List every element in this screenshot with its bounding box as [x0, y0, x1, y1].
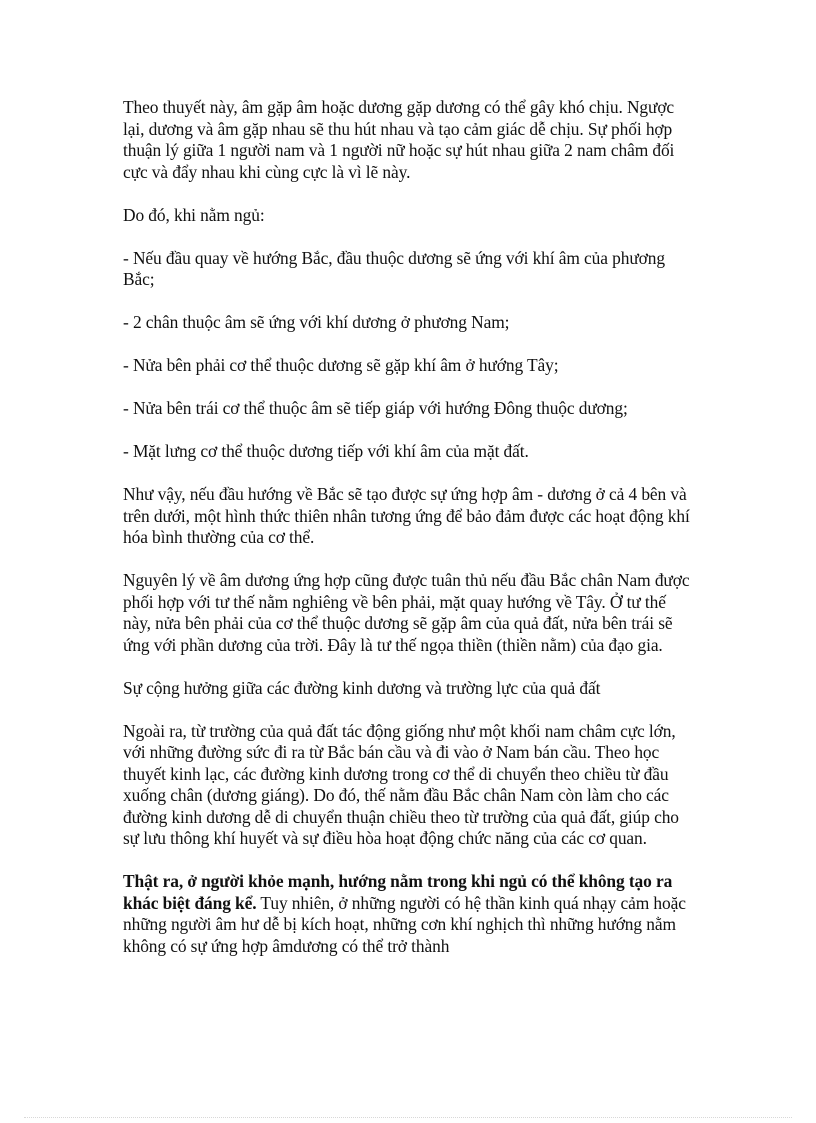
paragraph-principle: Nguyên lý về âm dương ứng hợp cũng được tuân thủ nếu đầu Bắc chân Nam được phối hợp với tư thế nằm nghiêng về bên phải, mặt quay hướng về Tây. Ở tư thế này, nửa bên phải của cơ thể thuộc dương sẽ gặp âm của quả đất, nửa bên trái sẽ ứng với phần dương của trời. Đây là tư thế ngọa thiền (thiền nằm) của đạo gia.: [123, 570, 690, 655]
list-item-feet-south: - 2 chân thuộc âm sẽ ứng với khí dương ở phương Nam;: [123, 312, 510, 332]
paragraph-continuation: Tuy nhiên, ở những người có hệ thần kinh quá nhạy cảm hoặc những người âm hư dễ bị kích hoạt, những cơn khí nghịch thì những hướng nằm không có sự ứng hợp âmdương có thể trở thành: [123, 892, 686, 956]
paragraph-sleeping-intro: Do đó, khi nằm ngủ:: [123, 204, 265, 225]
list-item-back-earth: - Mặt lưng cơ thể thuộc dương tiếp với khí âm của mặt đất.: [123, 441, 529, 461]
paragraph-conclusion: Như vậy, nếu đầu hướng về Bắc sẽ tạo được sự ứng hợp âm - dương ở cả 4 bên và trên dưới, một hình thức thiên nhân tương ứng để bảo đảm được các hoạt động khí hóa bình thường của cơ thể.: [123, 484, 690, 547]
bold-statement: Thật ra, ở người khỏe mạnh, hướng nằm trong khi ngủ có thể không tạo ra khác biệt đáng kể.: [123, 871, 673, 913]
section-heading-resonance: Sự cộng hưởng giữa các đường kinh dương và trường lực của quả đất: [123, 677, 601, 698]
paragraph-theory: Theo thuyết này, âm gặp âm hoặc dương gặp dương có thể gây khó chịu. Ngược lại, dương và âm gặp nhau sẽ thu hút nhau và tạo cảm giác dễ chịu. Sự phối hợp thuận lý giữa 1 người nam và 1 người nữ hoặc sự hút nhau giữa 2 nam châm đối cực và đẩy nhau khi cùng cực là vì lẽ này.: [123, 97, 675, 182]
page-bottom-edge: [24, 1117, 792, 1118]
paragraph-healthy-people: [123, 871, 695, 957]
list-item-head-north: - Nếu đầu quay về hướng Bắc, đầu thuộc dương sẽ ứng với khí âm của phương Bắc;: [123, 247, 665, 289]
list-item-left-east: - Nửa bên trái cơ thể thuộc âm sẽ tiếp giáp với hướng Đông thuộc dương;: [123, 398, 628, 418]
list-item-right-west: - Nửa bên phải cơ thể thuộc dương sẽ gặp khí âm ở hướng Tây;: [123, 355, 559, 375]
document-body: [123, 97, 695, 979]
paragraph-magnetic-field: Ngoài ra, từ trường của quả đất tác động giống như một khối nam châm cực lớn, với những đường sức đi ra từ Bắc bán cầu và đi vào ở Nam bán cầu. Theo học thuyết kinh lạc, các đường kinh dương trong cơ thể di chuyển theo chiều từ đầu xuống chân (dương giáng). Do đó, thế nằm đầu Bắc chân Nam còn làm cho các đường kinh dương dễ di chuyển thuận chiều theo từ trường của quả đất, giúp cho sự lưu thông khí huyết và sự điều hòa hoạt động chức năng của các cơ quan.: [123, 720, 679, 848]
